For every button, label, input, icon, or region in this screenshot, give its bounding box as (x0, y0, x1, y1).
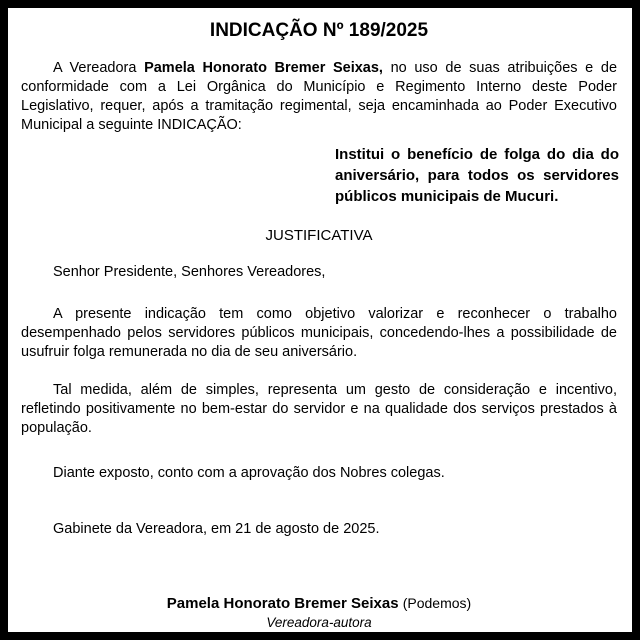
ementa-summary: Institui o benefício de folga do dia do aniversário, para todos os servidores públicos municipais de Mucuri. (335, 146, 619, 205)
signature-block (21, 593, 617, 632)
signature-role: Vereadora-autora (266, 615, 372, 630)
closing-paragraph: Diante exposto, conto com a aprovação dos Nobres colegas. (53, 465, 445, 481)
signature-name-line (21, 593, 617, 614)
document-title: INDICAÇÃO Nº 189/2025 (209, 20, 429, 41)
salutation: Senhor Presidente, Senhores Vereadores, (53, 264, 326, 280)
intro-text-before-name: A Vereadora (53, 60, 145, 76)
justification-heading: JUSTIFICATIVA (265, 227, 373, 244)
signature-party: (Podemos) (402, 595, 472, 611)
body-paragraph-2: Tal medida, além de simples, representa um gesto de consideração e incentivo, refletindo positivamente no bem-estar do servidor e na qualidade dos serviços prestados à população. (21, 382, 617, 436)
intro-text-after-name: no uso de suas atribuições e de conformidade com a Lei Orgânica do Município e Regimento Interno deste Poder Legislativo, requer, após a tramitação regimental, seja encaminhada ao Poder Executivo Municipal a seguinte INDICAÇÃO: (21, 60, 618, 133)
dateline: Gabinete da Vereadora, em 21 de agosto de 2025. (53, 521, 380, 537)
author-name-bold: Pamela Honorato Bremer Seixas, (144, 60, 383, 76)
body-paragraph-1: A presente indicação tem como objetivo valorizar e reconhecer o trabalho desempenhado pelos servidores públicos municipais, concedendo-lhes a possibilidade de usufruir folga remunerada no dia de seu aniversário. (21, 306, 617, 360)
document-page (8, 8, 632, 632)
intro-paragraph (21, 59, 617, 135)
signature-name: Pamela Honorato Bremer Seixas (166, 595, 399, 612)
